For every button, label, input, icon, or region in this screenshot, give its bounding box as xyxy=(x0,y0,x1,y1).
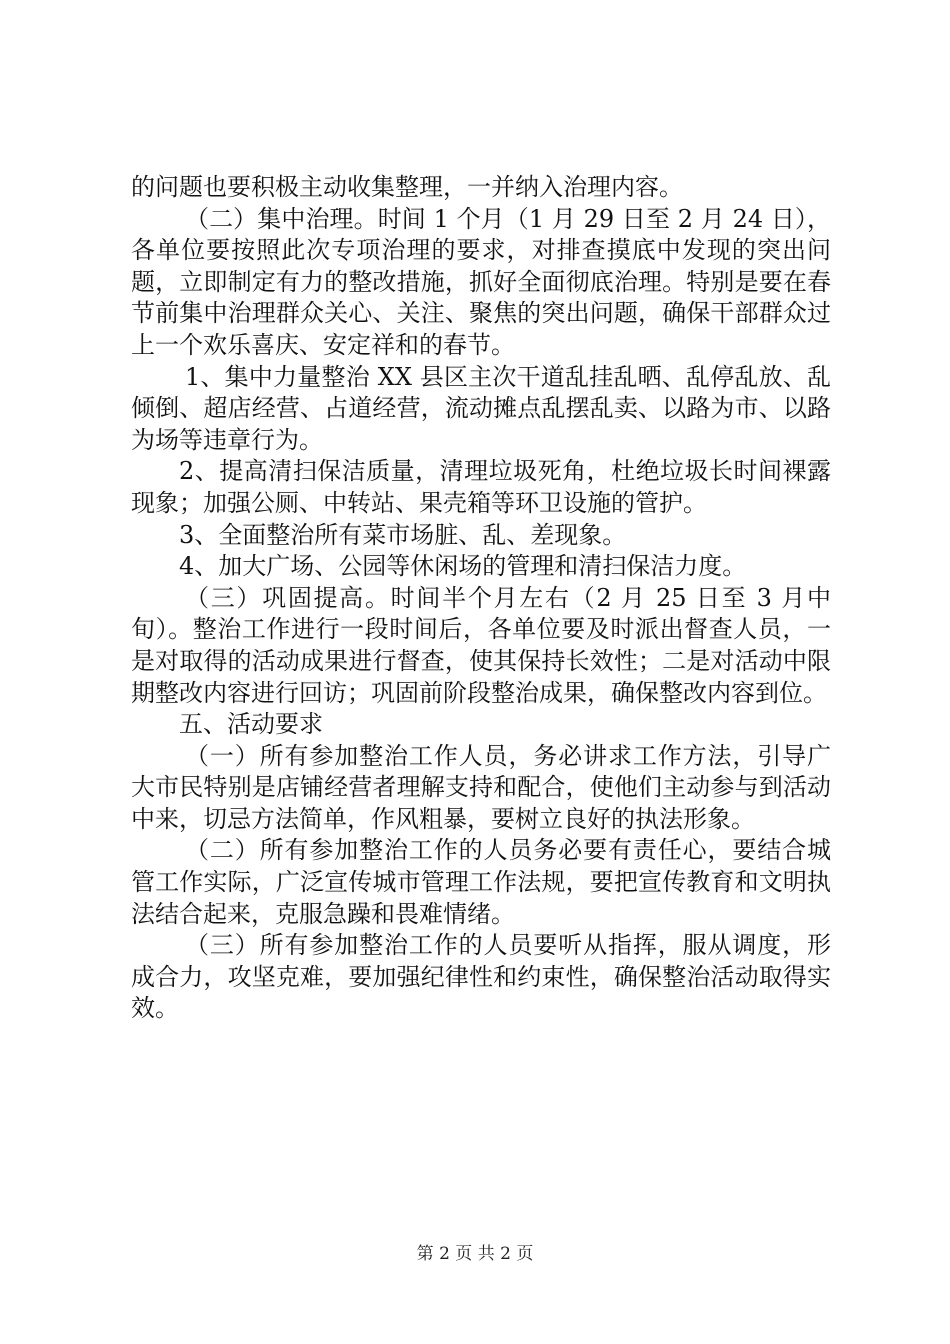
paragraph-requirement-2: （二）所有参加整治工作的人员务必要有责任心，要结合城管工作实际，广泛宣传城市管理工作法规，要把宣传教育和文明执法结合起来，克服急躁和畏难情绪。 xyxy=(131,836,831,928)
paragraph-item-1: 1、集中力量整治 XX 县区主次干道乱挂乱晒、乱停乱放、乱倾倒、超店经营、占道经营，流动摊点乱摆乱卖、以路为市、以路为场等违章行为。 xyxy=(131,362,831,454)
paragraph-requirement-1: （一）所有参加整治工作人员，务必讲求工作方法，引导广大市民特别是店铺经营者理解支持和配合，使他们主动参与到活动中来，切忌方法简单，作风粗暴，要树立良好的执法形象。 xyxy=(131,741,831,833)
paragraph-item-4: 4、加大广场、公园等休闲场的管理和清扫保洁力度。 xyxy=(179,552,747,581)
document-body xyxy=(131,172,831,1025)
section-heading-requirements: 五、活动要求 xyxy=(179,710,323,739)
page-footer: 第 2 页 共 2 页 xyxy=(416,1244,534,1264)
paragraph-item-3: 3、全面整治所有菜市场脏、乱、差现象。 xyxy=(179,520,627,549)
paragraph-consolidation: （三）巩固提高。时间半个月左右（2 月 25 日至 3 月中旬）。整治工作进行一段时间后，各单位要及时派出督查人员，一是对取得的活动成果进行督查，使其保持长效性；二是对活动中限期整改内容进行回访；巩固前阶段整治成果，确保整改内容到位。 xyxy=(131,583,831,707)
paragraph-item-2: 2、提高清扫保洁质量，清理垃圾死角，杜绝垃圾长时间裸露现象；加强公厕、中转站、果壳箱等环卫设施的管护。 xyxy=(131,457,831,517)
paragraph-concentrated-treatment: （二）集中治理。时间 1 个月（1 月 29 日至 2 月 24 日），各单位要按照此次专项治理的要求，对排查摸底中发现的突出问题，立即制定有力的整改措施，抓好全面彻底治理。特别是要在春节前集中治理群众关心、关注、聚焦的突出问题，确保干部群众过上一个欢乐喜庆、安定祥和的春节。 xyxy=(131,204,831,359)
paragraph-continuation: 的问题也要积极主动收集整理，一并纳入治理内容。 xyxy=(131,173,683,201)
paragraph-requirement-3: （三）所有参加整治工作的人员要听从指挥，服从调度，形成合力，攻坚克难，要加强纪律性和约束性，确保整治活动取得实效。 xyxy=(131,931,831,1023)
